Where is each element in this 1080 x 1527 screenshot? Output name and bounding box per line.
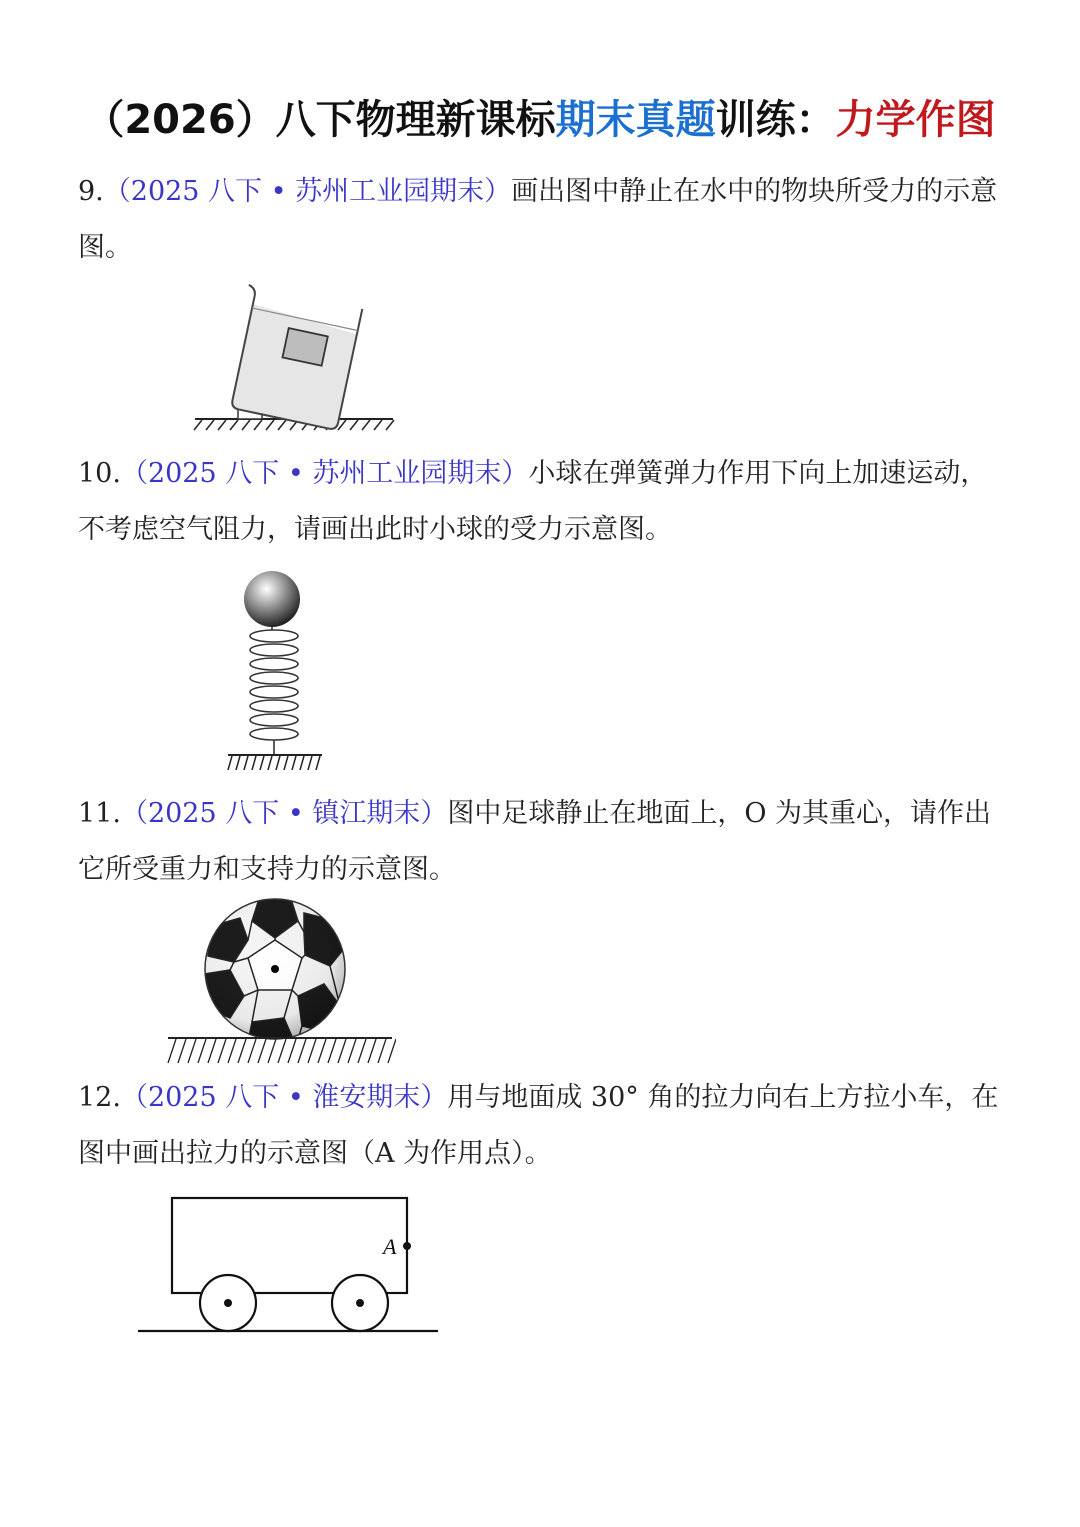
title-highlight-red: 力学作图 <box>835 97 996 143</box>
question-number: 12. <box>78 1082 121 1113</box>
spring <box>250 622 298 754</box>
question-source: （2025 八下 • 淮安期末） <box>120 1082 448 1113</box>
question-11 <box>78 786 1008 898</box>
beaker-figure <box>190 280 400 440</box>
question-text: 画出图中静止在水中的物块所受力的示意图。 <box>78 176 998 263</box>
center-of-gravity-point <box>271 965 279 973</box>
cart-figure <box>130 1185 450 1345</box>
page-title <box>0 92 1080 148</box>
spring-ball-figure <box>222 566 332 776</box>
question-number: 9. <box>78 176 104 207</box>
title-part-3: 训练： <box>715 97 836 143</box>
question-number: 11. <box>78 798 121 829</box>
point-a <box>403 1242 411 1250</box>
question-source: （2025 八下 • 镇江期末） <box>120 798 448 829</box>
wheel-axle <box>224 1299 232 1307</box>
spring-base <box>228 755 322 770</box>
question-source: （2025 八下 • 苏州工业园期末） <box>120 458 529 489</box>
question-source: （2025 八下 • 苏州工业园期末） <box>103 176 512 207</box>
ball <box>244 571 300 627</box>
question-text: 图中足球静止在地面上，O 为其重心，请作出它所受重力和支持力的示意图。 <box>78 798 992 885</box>
tilted-beaker <box>223 285 362 430</box>
title-highlight-blue: 期末真题 <box>555 97 716 143</box>
question-9 <box>78 164 1008 276</box>
question-number: 10. <box>78 458 121 489</box>
question-text: 小球在弹簧弹力作用下向上加速运动，不考虑空气阻力，请画出此时小球的受力示意图。 <box>78 458 988 545</box>
question-12 <box>78 1070 1008 1182</box>
football-ground <box>168 1038 396 1063</box>
title-part-1: （2026）八下物理新课标 <box>84 97 556 143</box>
question-text: 用与地面成 30° 角的拉力向右上方拉小车，在图中画出拉力的示意图（A 为作用点）。 <box>78 1082 999 1169</box>
wheel-axle <box>356 1299 364 1307</box>
question-10 <box>78 446 1008 558</box>
point-a-label: A <box>383 1234 397 1259</box>
football-figure <box>164 896 396 1066</box>
